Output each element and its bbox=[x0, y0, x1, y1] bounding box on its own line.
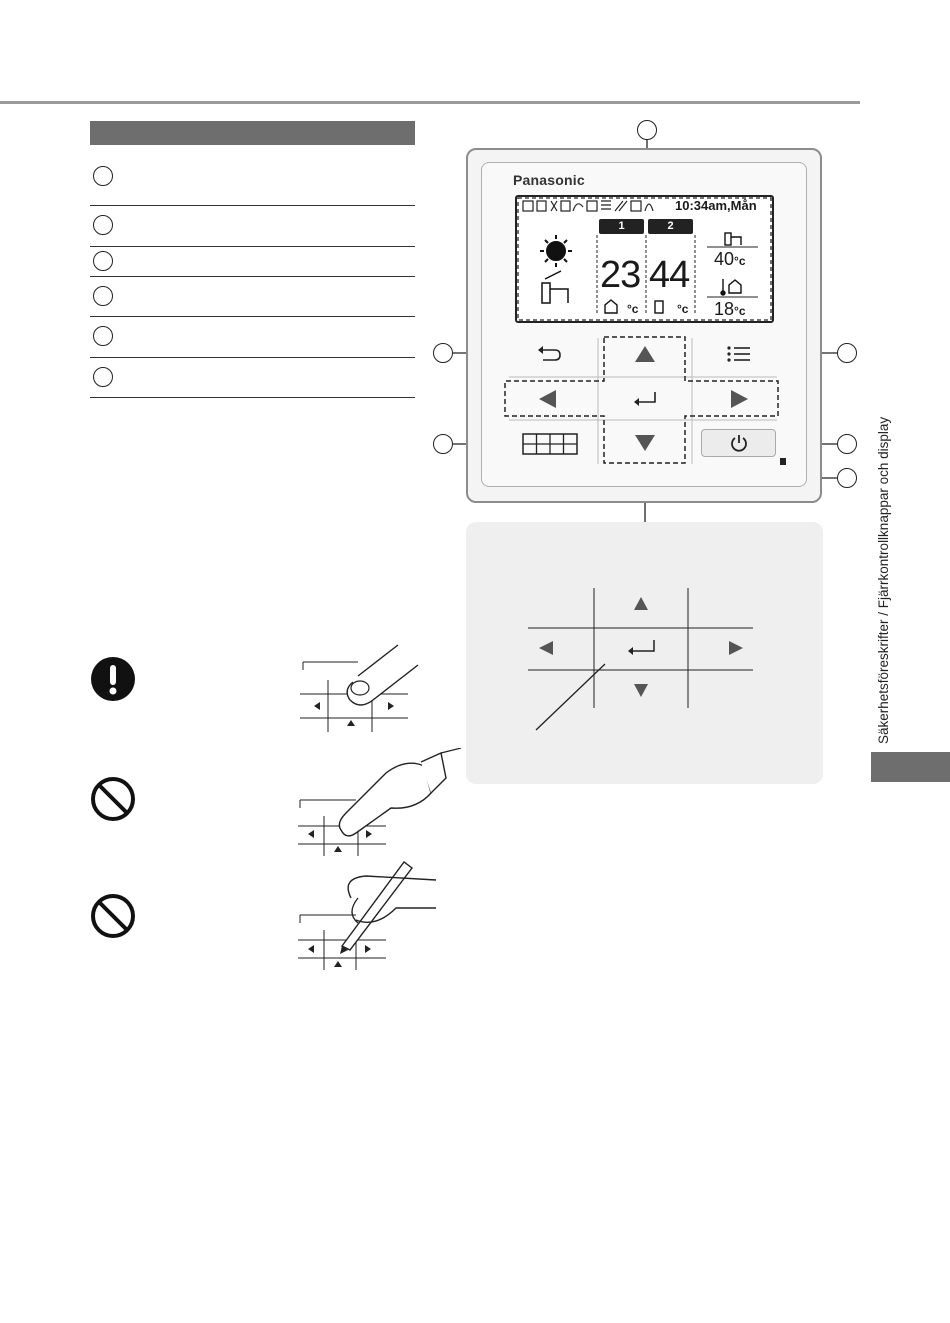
finger-press-illustration bbox=[298, 640, 428, 740]
lcd-clock: 10:34am,Mån bbox=[675, 198, 757, 213]
hand-press-illustration bbox=[296, 748, 466, 858]
left-arrow-icon bbox=[539, 641, 553, 655]
back-button[interactable] bbox=[537, 344, 563, 364]
tank-icon bbox=[655, 301, 663, 313]
quick-menu-button[interactable] bbox=[522, 433, 578, 455]
prohibition-icon bbox=[90, 893, 136, 939]
chapter-sidebar-label: Säkerhetsföreskrifter / Fjärrkontrollknappar och display bbox=[876, 416, 891, 744]
zone-2-tag: 2 bbox=[648, 219, 693, 234]
zone-2-temperature: 44 bbox=[649, 254, 690, 296]
faucet-icon bbox=[542, 271, 568, 303]
zone-1-unit: °c bbox=[627, 302, 639, 316]
up-arrow-button[interactable] bbox=[634, 345, 656, 363]
down-arrow-button[interactable] bbox=[634, 434, 656, 452]
brand-logo: Panasonic bbox=[513, 172, 585, 188]
power-icon bbox=[729, 433, 749, 453]
house-icon bbox=[605, 300, 617, 313]
down-arrow-icon bbox=[634, 684, 648, 697]
operation-led bbox=[780, 458, 786, 465]
sun-icon bbox=[540, 235, 572, 267]
outdoor-thermometer-icon bbox=[721, 279, 741, 295]
prohibition-icon bbox=[90, 776, 136, 822]
zone-1-temperature: 23 bbox=[600, 254, 641, 296]
outdoor-temperature: 18°c bbox=[714, 299, 746, 319]
enter-icon bbox=[632, 640, 654, 651]
pen-press-illustration bbox=[296, 858, 446, 973]
right-arrow-icon bbox=[729, 641, 743, 655]
menu-button[interactable] bbox=[727, 345, 751, 363]
enter-button[interactable] bbox=[632, 391, 658, 407]
right-arrow-button[interactable] bbox=[729, 389, 749, 409]
zone-2-unit: °c bbox=[677, 302, 689, 316]
tank-faucet-icon bbox=[725, 233, 741, 245]
mandatory-action-icon bbox=[90, 656, 136, 702]
touch-area-leader bbox=[536, 664, 605, 730]
status-icons bbox=[523, 201, 653, 211]
touch-area-diagram bbox=[466, 522, 823, 784]
up-arrow-icon bbox=[634, 597, 648, 610]
tank-temperature: 40°c bbox=[714, 249, 746, 269]
zone-1-tag: 1 bbox=[599, 219, 644, 234]
left-arrow-button[interactable] bbox=[538, 389, 558, 409]
